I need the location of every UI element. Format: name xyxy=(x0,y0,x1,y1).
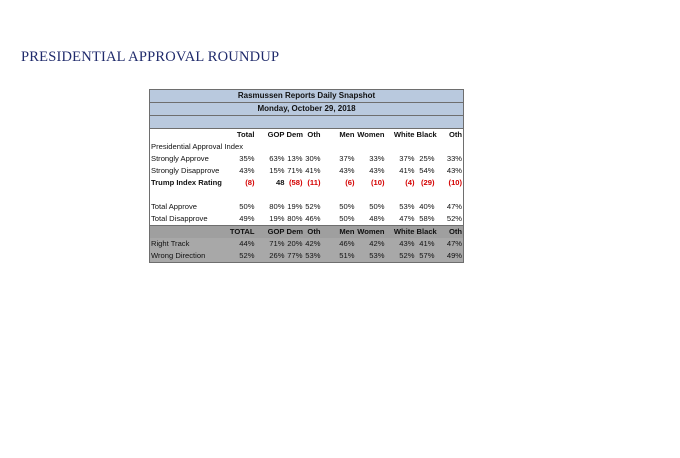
table-cell: 41% xyxy=(305,166,321,175)
column-header: Oth xyxy=(304,129,322,142)
table-cell: 80% xyxy=(256,201,286,213)
table-cell: 20% xyxy=(287,239,303,248)
table-cell: 43% xyxy=(386,238,416,250)
table-cell: (29) xyxy=(416,177,436,189)
table-cell: (6) xyxy=(322,177,356,189)
column-header: TOTAL xyxy=(226,226,256,239)
table-row xyxy=(150,153,464,165)
table-cell: 41% xyxy=(386,165,416,177)
table-cell: (11) xyxy=(304,177,322,189)
snapshot-table xyxy=(149,89,464,263)
table-cell: 43% xyxy=(356,165,386,177)
table-row xyxy=(150,165,464,177)
table-cell: 52% xyxy=(305,202,321,211)
row-label: Wrong Direction xyxy=(150,250,226,263)
table-cell: 52% xyxy=(436,213,464,226)
table-cell: 57% xyxy=(416,250,436,263)
column-header: Women xyxy=(357,130,385,139)
table-cell: 41% xyxy=(416,238,436,250)
column-header: White xyxy=(386,129,416,142)
table-cell: 71% xyxy=(287,166,303,175)
table-cell: 50% xyxy=(322,201,356,213)
table-cell: 49% xyxy=(226,213,256,226)
row-label: Strongly Approve xyxy=(150,153,226,165)
table-cell: (58) xyxy=(286,177,304,189)
table-row xyxy=(150,213,464,226)
table-cell: 53% xyxy=(304,250,322,263)
table-cell: 53% xyxy=(356,250,386,263)
table-cell: 46% xyxy=(322,238,356,250)
row-label: Total Disapprove xyxy=(150,213,226,226)
column-header-blank xyxy=(150,129,226,142)
table-cell: 33% xyxy=(356,153,386,165)
column-header-blank xyxy=(150,226,226,239)
column-header: Black xyxy=(416,130,437,139)
table-cell: 46% xyxy=(304,213,322,226)
table-cell: 53% xyxy=(386,201,416,213)
table-cell: 13% xyxy=(287,154,303,163)
table-cell: (10) xyxy=(436,177,464,189)
table-cell: 15% xyxy=(256,165,286,177)
table-cell: 48% xyxy=(356,213,386,226)
table-cell: (10) xyxy=(356,177,386,189)
table-row xyxy=(150,238,464,250)
column-header-row xyxy=(150,129,464,142)
table-cell: 77% xyxy=(286,250,304,263)
section-label-row xyxy=(150,141,464,153)
column-header-row-2 xyxy=(150,226,464,239)
table-cell: (8) xyxy=(226,177,256,189)
table-row xyxy=(150,177,464,189)
table-cell: 58% xyxy=(416,213,436,226)
table-cell: 50% xyxy=(356,201,386,213)
page-title: PRESIDENTIAL APPROVAL ROUNDUP xyxy=(21,49,280,65)
column-header: Dem xyxy=(286,130,303,139)
table-cell: 19% xyxy=(287,202,303,211)
column-header: Men xyxy=(322,226,356,239)
row-label: Strongly Disapprove xyxy=(150,165,226,177)
column-header: Total xyxy=(226,129,256,142)
table-cell: 26% xyxy=(256,250,286,263)
table-cell: 80% xyxy=(286,213,304,226)
table-cell: 44% xyxy=(226,238,256,250)
table-cell: 52% xyxy=(386,250,416,263)
table-cell: 49% xyxy=(436,250,464,263)
column-header: Oth xyxy=(436,129,464,142)
table-cell: 42% xyxy=(305,239,321,248)
table-date: Monday, October 29, 2018 xyxy=(150,103,464,116)
column-header: GOP xyxy=(256,129,286,142)
table-cell: 43% xyxy=(436,165,464,177)
table-cell: 30% xyxy=(305,154,321,163)
table-cell: 33% xyxy=(436,153,464,165)
table-cell: 43% xyxy=(226,165,256,177)
table-cell: 37% xyxy=(322,153,356,165)
row-label: Total Approve xyxy=(150,201,226,213)
table-cell: 47% xyxy=(386,213,416,226)
spacer-cell xyxy=(150,189,464,201)
table-cell: 37% xyxy=(386,153,416,165)
column-header: Men xyxy=(322,129,356,142)
table-cell: 50% xyxy=(322,213,356,226)
table-cell: 47% xyxy=(436,201,464,213)
table-cell: 43% xyxy=(322,165,356,177)
table-cell: 71% xyxy=(256,238,286,250)
table-cell: 50% xyxy=(226,201,256,213)
section-label: Presidential Approval Index xyxy=(150,141,464,153)
table-cell: 54% xyxy=(416,165,436,177)
column-header: White xyxy=(386,226,416,239)
table-cell: 42% xyxy=(356,238,386,250)
table-header: Rasmussen Reports Daily Snapshot xyxy=(150,90,464,103)
table-row xyxy=(150,250,464,263)
column-header: Black xyxy=(416,227,437,236)
table-cell: 63% xyxy=(256,153,286,165)
column-header: GOP xyxy=(256,226,286,239)
column-header: Oth xyxy=(436,226,464,239)
row-label: Right Track xyxy=(150,238,226,250)
table-cell: 35% xyxy=(226,153,256,165)
column-header: Women xyxy=(357,227,385,236)
table-cell: 19% xyxy=(256,213,286,226)
row-label: Trump Index Rating xyxy=(150,177,226,189)
table-cell: 40% xyxy=(416,201,436,213)
table-cell: 47% xyxy=(436,238,464,250)
table-cell: 48 xyxy=(256,177,286,189)
column-header: Dem xyxy=(286,227,303,236)
table-cell: 52% xyxy=(226,250,256,263)
header-spacer xyxy=(150,116,464,129)
table-row xyxy=(150,201,464,213)
column-header: Oth xyxy=(304,226,322,239)
spacer-row xyxy=(150,189,464,201)
table-cell: (4) xyxy=(386,177,416,189)
table-cell: 51% xyxy=(322,250,356,263)
table-cell: 25% xyxy=(416,153,436,165)
